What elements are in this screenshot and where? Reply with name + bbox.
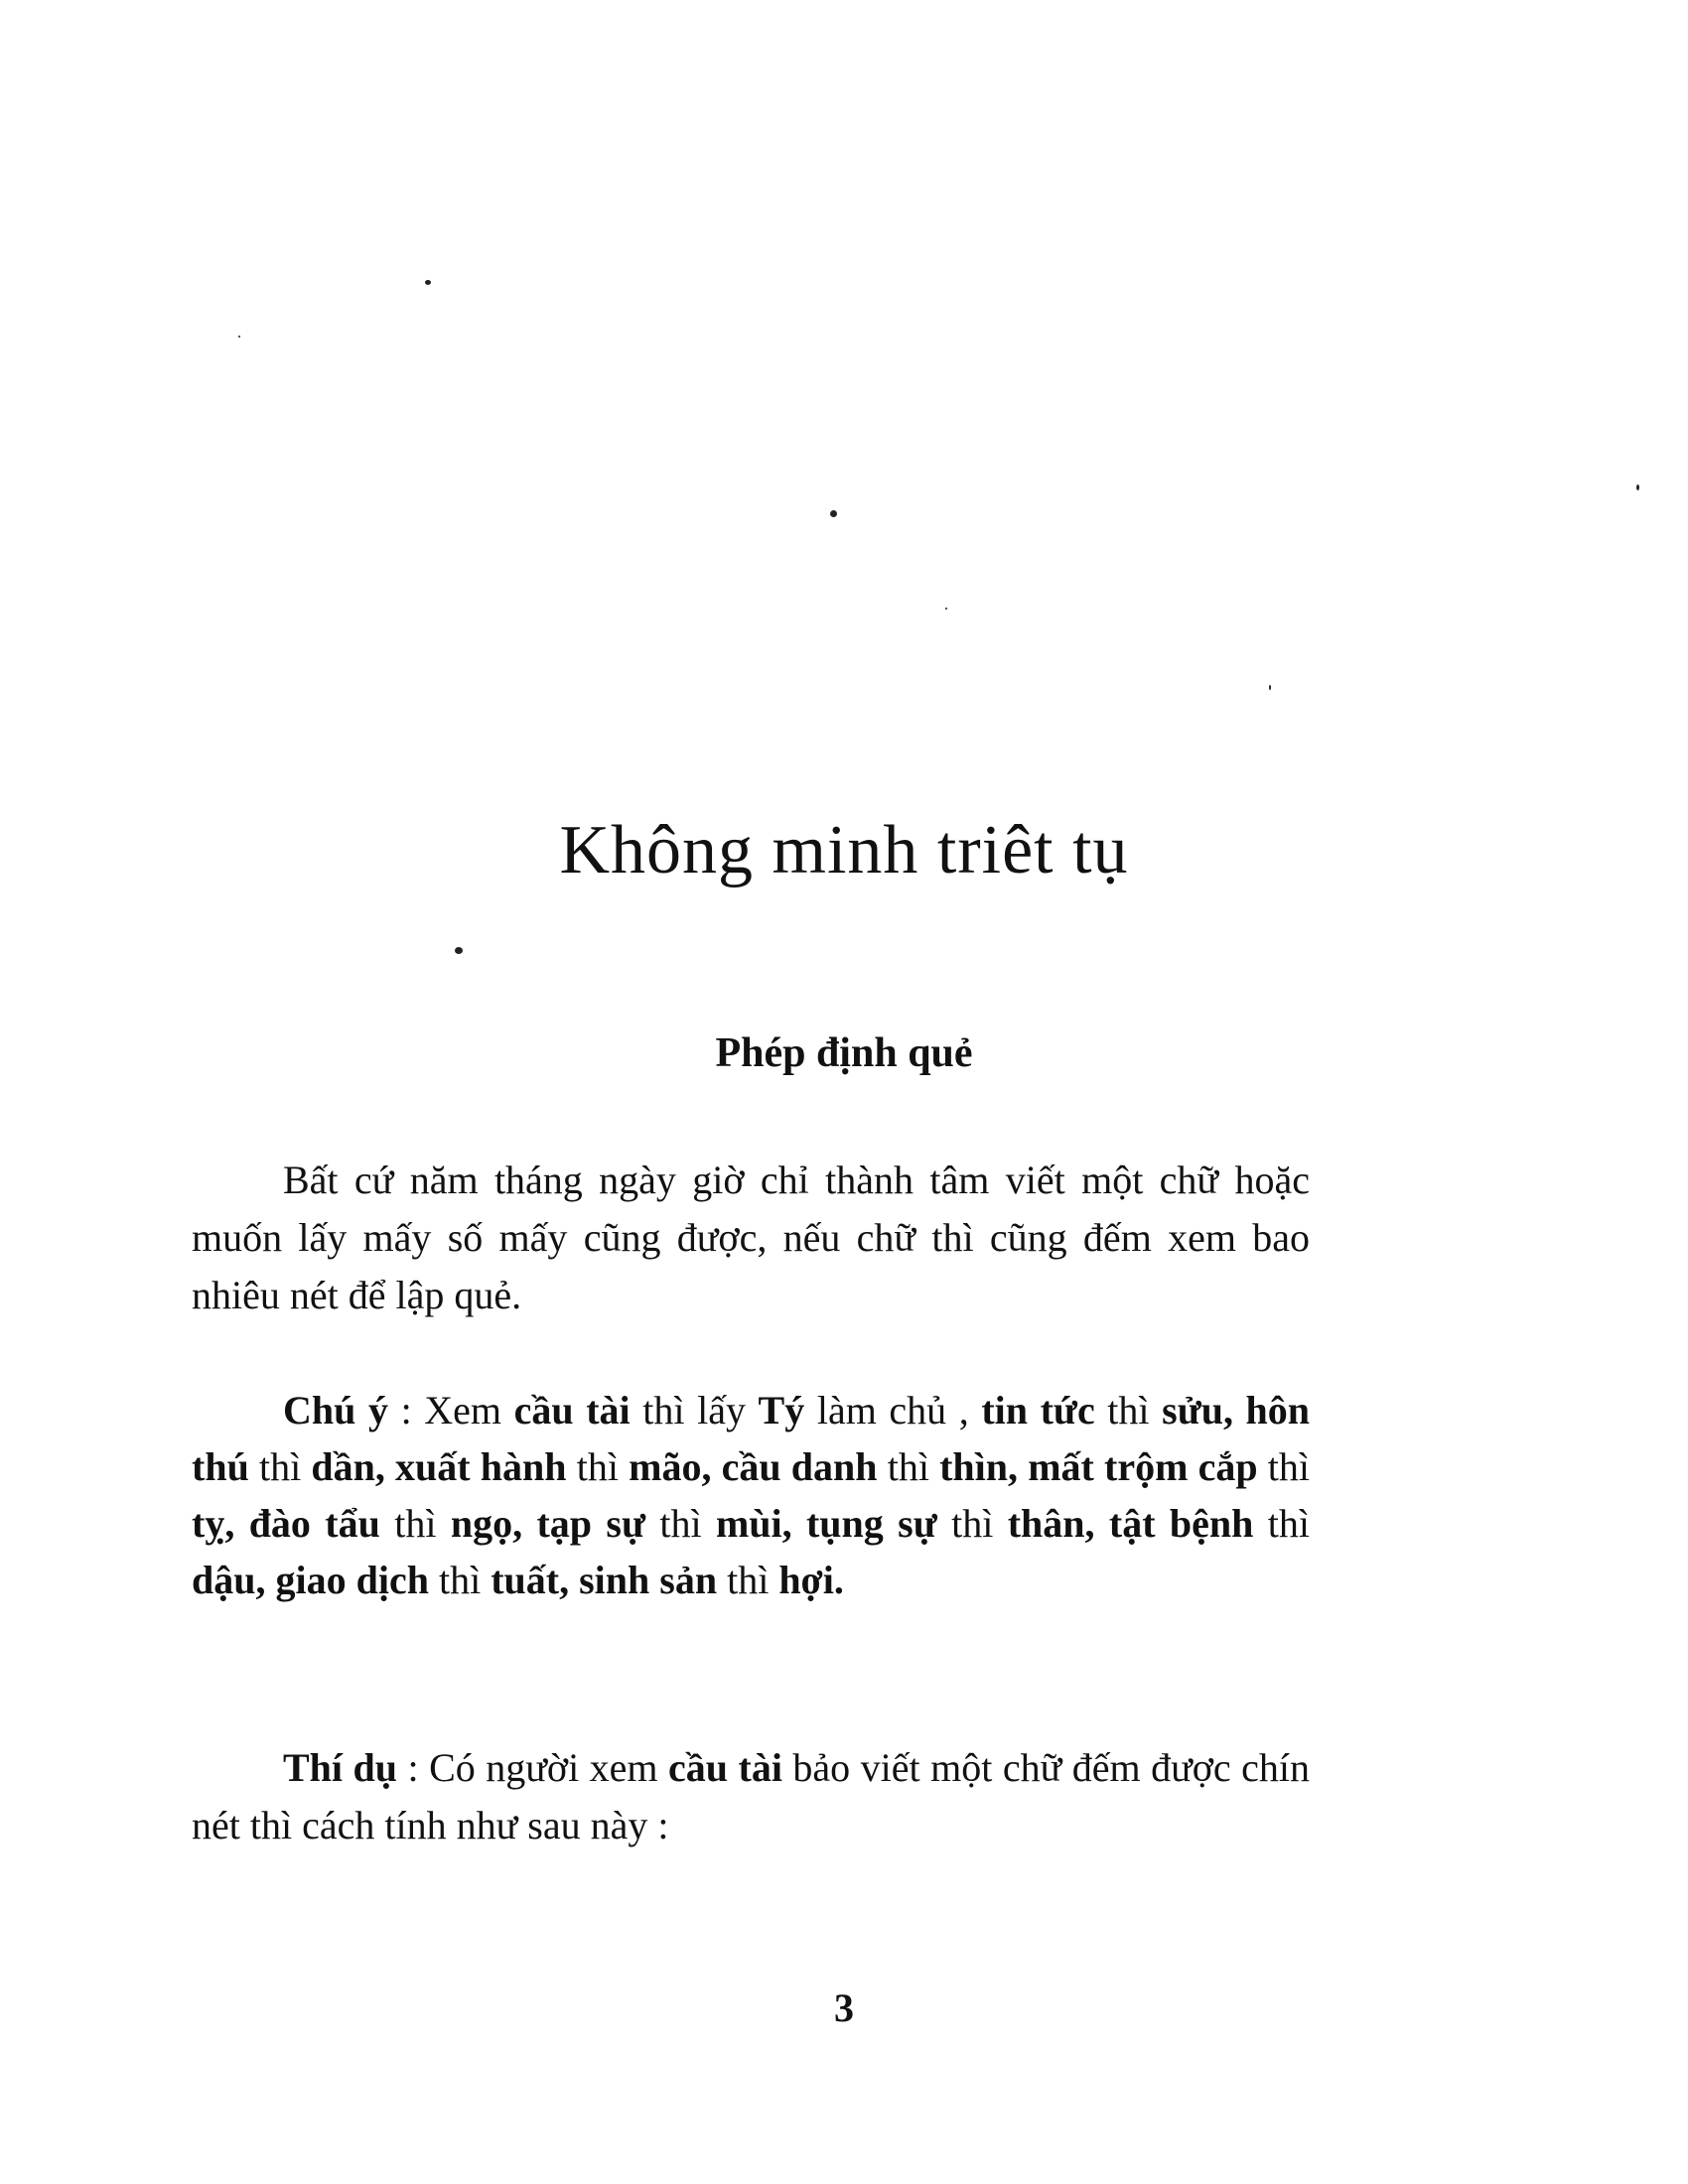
example-label: Thí dụ [283,1745,398,1790]
term-run: thân, tật bệnh [1007,1501,1254,1546]
term-run: cầu tài [513,1388,631,1433]
scan-speck [830,510,837,517]
term-run: tin tức [981,1388,1095,1433]
scan-speck [945,608,947,610]
scan-speck [238,336,240,338]
scan-speck [1269,685,1271,690]
text-run: thì [717,1558,779,1602]
text-run: : Có người xem [397,1745,669,1790]
term-run: hợi. [778,1558,844,1602]
term-run: dậu, giao dịch [192,1558,429,1602]
page-number: 3 [834,1985,854,2030]
text-run: thì [877,1444,940,1489]
term-run: ngọ, tạp sự [450,1501,645,1546]
term-run: tuất, sinh sản [491,1558,718,1602]
term-run: dần, xuất hành [311,1444,567,1489]
text-run: thì [1253,1501,1311,1546]
scan-speck [455,947,463,954]
text-run: thì [936,1501,1008,1546]
term-run: thìn, mất trộm cắp [939,1444,1258,1489]
paragraph-example [192,1739,1310,1854]
scan-speck [425,280,431,285]
term-run: mão, cầu danh [629,1444,878,1489]
text-run: thì [248,1444,312,1489]
paragraph-note [192,1382,1310,1608]
chapter-title: Không minh triêt tụ [559,812,1129,888]
text-run: thì lấy [630,1388,759,1433]
text-run: làm chủ , [804,1388,982,1433]
text-run: thì [428,1558,492,1602]
text-run: thì [1094,1388,1163,1433]
text-run: thì [1257,1444,1310,1489]
term-run: Tý [758,1388,805,1433]
term-run: tỵ, đào tẩu [192,1501,380,1546]
term-run: mùi, tụng sự [715,1501,937,1546]
text-run: thì [644,1501,716,1546]
term-run: cầu tài [668,1745,782,1790]
text-run: bảo viết một chữ đếm được chín nét thì cách tính như sau này : [192,1745,1311,1847]
section-heading: Phép định quẻ [715,1030,973,1076]
scan-speck [1636,484,1639,490]
term-run: sửu, hôn thú [192,1388,1311,1489]
text-run: thì [379,1501,451,1546]
text-run: : Xem [387,1388,514,1433]
note-label: Chú ý [283,1388,388,1433]
paragraph-intro: Bất cứ năm tháng ngày giờ chỉ thành tâm viết một chữ hoặc muốn lấy mấy số mấy cũng được, nếu chữ thì cũng đếm xem bao nhiêu nét để lập quẻ. [192,1158,1310,1317]
text-run: thì [566,1444,630,1489]
